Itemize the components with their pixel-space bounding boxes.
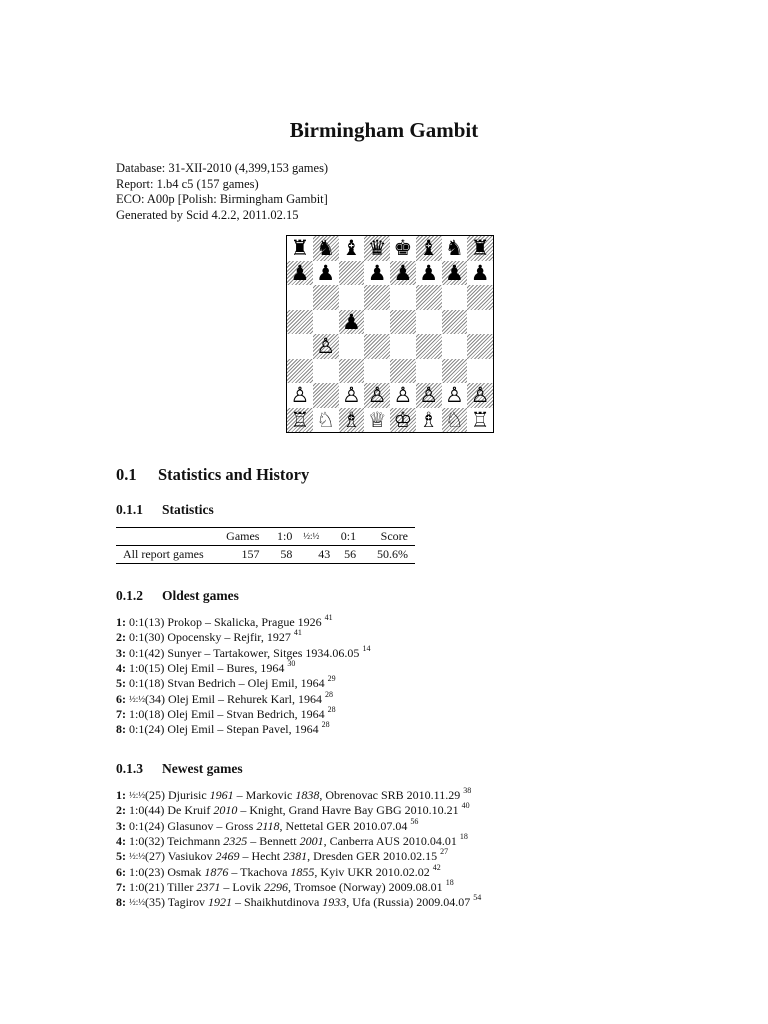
board-square — [416, 310, 442, 335]
game-number: 6: — [116, 864, 129, 879]
white-elo: 1961 — [209, 788, 234, 802]
white-king-icon: ♔ — [393, 407, 413, 432]
board-square — [467, 310, 493, 335]
game-number: 5: — [116, 676, 129, 691]
white-bishop-icon: ♗ — [341, 407, 361, 432]
white-queen-icon: ♕ — [367, 407, 387, 432]
value-black-wins: 56 — [344, 547, 357, 561]
oldest-game-item — [116, 643, 371, 661]
statistics-heading — [116, 502, 214, 518]
newest-game-item — [116, 816, 419, 834]
game-text: 1:0(18) Olej Emil – Stvan Bedrich, 1964 — [129, 706, 325, 721]
header-score: Score — [380, 529, 408, 543]
game-white-player: (25) Djurisic — [145, 788, 210, 802]
game-event: , Canberra AUS 2010.04.01 — [323, 833, 457, 848]
black-pawn-icon: ♟ — [419, 260, 439, 285]
statistics-header-row — [116, 528, 415, 546]
newest-game-item — [116, 788, 471, 804]
game-number: 1: — [116, 615, 129, 629]
game-white-player: 1:0(21) Tiller — [129, 879, 197, 894]
statistics-title: Statistics — [162, 502, 214, 517]
game-text: 0:1(30) Opocensky – Rejfir, 1927 — [129, 630, 291, 645]
white-pawn-icon: ♙ — [470, 383, 490, 407]
game-result-draw: ½:½ — [129, 851, 146, 862]
board-square — [313, 310, 339, 335]
white-pawn-icon: ♙ — [316, 334, 336, 358]
board-square — [442, 310, 468, 335]
black-rook-icon: ♜ — [470, 236, 490, 260]
board-square — [467, 359, 493, 384]
game-result-draw: ½:½ — [129, 897, 146, 908]
oldest-title: Oldest games — [162, 588, 239, 603]
document-title: Birmingham Gambit — [289, 118, 479, 142]
black-elo: 1855 — [290, 864, 315, 879]
game-number: 8: — [116, 722, 129, 737]
game-number: 4: — [116, 660, 129, 675]
game-black-player: , Nettetal GER 2010.07.04 — [279, 818, 408, 833]
game-text: 0:1(18) Stvan Bedrich – Olej Emil, 1964 — [129, 676, 325, 691]
header-white-wins: 1:0 — [277, 529, 293, 543]
game-white-player: (27) Vasiukov — [145, 849, 216, 864]
white-rook-icon: ♖ — [290, 407, 310, 432]
oldest-number: 0.1.2 — [116, 588, 143, 603]
metadata-database: Database: 31-XII-2010 (4,399,153 games) — [116, 161, 329, 175]
white-elo: 2118 — [256, 818, 280, 833]
game-number: 2: — [116, 803, 129, 818]
black-king-icon: ♚ — [393, 236, 413, 260]
white-pawn-icon: ♙ — [393, 383, 413, 407]
black-elo: 2381 — [283, 849, 308, 864]
board-square — [390, 285, 416, 310]
statistics-number: 0.1.1 — [116, 502, 143, 517]
statistics-table-wrap — [116, 527, 415, 564]
game-white-player: 1:0(32) Teichmann — [129, 833, 224, 848]
newest-heading — [116, 761, 243, 777]
black-pawn-icon: ♟ — [470, 260, 490, 285]
game-move-count: 28 — [327, 704, 336, 714]
header-draws-text: ½:½ — [303, 531, 320, 541]
game-event: , Obrenovac SRB 2010.11.29 — [319, 788, 461, 802]
board-square — [339, 261, 365, 286]
oldest-game-item — [116, 689, 333, 708]
game-text: (34) Olej Emil – Rehurek Karl, 1964 — [145, 691, 322, 706]
game-number: 7: — [116, 879, 129, 894]
oldest-game-item — [116, 704, 336, 722]
board-square — [442, 285, 468, 310]
board-square — [313, 383, 339, 408]
board-square — [416, 359, 442, 384]
game-number: 3: — [116, 818, 129, 833]
white-pawn-icon: ♙ — [290, 383, 310, 407]
game-black-player: – Shaikhutdinova — [231, 895, 323, 910]
white-knight-icon: ♘ — [444, 407, 464, 432]
game-number: 2: — [116, 630, 129, 645]
white-pawn-icon: ♙ — [419, 383, 439, 407]
newest-game-item — [116, 831, 468, 849]
game-move-count: 38 — [463, 786, 472, 795]
game-number: 8: — [116, 895, 129, 910]
game-move-count: 28 — [324, 689, 333, 699]
section-heading — [116, 465, 309, 485]
black-knight-icon: ♞ — [316, 236, 336, 260]
game-move-count: 56 — [410, 816, 419, 826]
oldest-heading — [116, 588, 239, 604]
game-move-count: 54 — [473, 893, 482, 903]
black-pawn-icon: ♟ — [316, 260, 336, 285]
game-white-player: (35) Tagirov — [145, 895, 208, 910]
game-move-count: 41 — [324, 613, 333, 622]
black-pawn-icon: ♟ — [367, 260, 387, 285]
board-square — [390, 359, 416, 384]
black-pawn-icon: ♟ — [444, 260, 464, 285]
game-black-player: – Knight, Grand Havre Bay GBG 2010.10.21 — [237, 803, 459, 818]
oldest-game-item — [116, 676, 336, 691]
game-black-player: – Tkachova — [228, 864, 291, 879]
white-elo: 2325 — [223, 833, 248, 848]
newest-game-item — [116, 862, 441, 880]
game-move-count: 14 — [362, 643, 371, 653]
white-pawn-icon: ♙ — [341, 383, 361, 407]
oldest-game-item — [116, 658, 296, 676]
header-games: Games — [226, 529, 260, 543]
value-score: 50.6% — [377, 547, 408, 561]
game-event: , Tromsoe (Norway) 2009.08.01 — [288, 879, 443, 894]
chess-board — [286, 235, 494, 433]
white-rook-icon: ♖ — [470, 407, 490, 432]
game-move-count: 30 — [287, 658, 296, 668]
game-move-count: 40 — [461, 801, 470, 811]
game-event: , Kyiv UKR 2010.02.02 — [314, 864, 430, 879]
game-number: 5: — [116, 849, 129, 864]
black-elo: 2296 — [264, 879, 289, 894]
value-draws: 43 — [318, 547, 331, 561]
board-square — [467, 334, 493, 359]
board-square — [364, 359, 390, 384]
board-square — [339, 334, 365, 359]
game-result-draw: ½:½ — [129, 790, 146, 800]
game-black-player: – Bennett — [247, 833, 300, 848]
black-pawn-icon: ♟ — [341, 309, 361, 334]
game-text: 0:1(13) Prokop – Skalicka, Prague 1926 — [129, 615, 322, 629]
game-move-count: 29 — [327, 674, 336, 684]
statistics-table — [116, 528, 415, 564]
game-event: , Ufa (Russia) 2009.04.07 — [346, 895, 471, 910]
game-number: 7: — [116, 706, 129, 721]
header-black-wins: 0:1 — [340, 529, 357, 543]
metadata-report: Report: 1.b4 c5 (157 games) — [116, 176, 259, 191]
game-black-player: – Markovic — [233, 788, 296, 802]
board-square — [442, 334, 468, 359]
black-knight-icon: ♞ — [444, 236, 464, 260]
game-text: 0:1(24) Olej Emil – Stepan Pavel, 1964 — [129, 722, 319, 737]
board-square — [390, 310, 416, 335]
game-event: , Dresden GER 2010.02.15 — [307, 849, 438, 864]
section-number: 0.1 — [116, 465, 137, 484]
white-elo: 2371 — [196, 879, 221, 894]
game-black-player: – Lovik — [220, 879, 265, 894]
game-white-player: 1:0(23) Osmak — [129, 864, 205, 879]
game-white-player: 0:1(24) Glasunov – Gross — [129, 818, 257, 833]
oldest-game-item — [116, 722, 330, 737]
black-rook-icon: ♜ — [290, 236, 310, 260]
black-pawn-icon: ♟ — [393, 260, 413, 285]
black-queen-icon: ♛ — [367, 236, 387, 260]
board-square — [287, 310, 313, 335]
board-square — [313, 359, 339, 384]
board-square — [364, 285, 390, 310]
newest-number: 0.1.3 — [116, 761, 143, 776]
game-move-count: 18 — [445, 877, 454, 887]
black-bishop-icon: ♝ — [341, 236, 361, 260]
game-move-count: 18 — [459, 831, 468, 841]
statistics-data-row — [116, 546, 415, 564]
black-elo: 2001 — [299, 833, 324, 848]
game-number: 6: — [116, 691, 129, 706]
game-number: 1: — [116, 788, 129, 802]
black-pawn-icon: ♟ — [290, 260, 310, 285]
board-square — [442, 359, 468, 384]
game-move-count: 41 — [293, 628, 302, 638]
game-move-count: 27 — [440, 847, 449, 857]
board-square — [313, 285, 339, 310]
metadata-generator: Generated by Scid 4.2.2, 2011.02.15 — [116, 207, 299, 222]
white-elo: 1876 — [204, 864, 229, 879]
value-white-wins: 58 — [280, 547, 293, 561]
section-title: Statistics and History — [158, 465, 310, 484]
game-text: 0:1(42) Sunyer – Tartakower, Sitges 1934.06.05 — [129, 645, 360, 660]
newest-game-item — [116, 877, 454, 895]
value-games: 157 — [241, 547, 260, 561]
white-knight-icon: ♘ — [316, 407, 336, 432]
white-elo: 2010 — [213, 803, 238, 818]
board-square — [416, 334, 442, 359]
white-elo: 2469 — [215, 849, 240, 864]
white-pawn-icon: ♙ — [367, 383, 387, 407]
board-square — [287, 334, 313, 359]
newest-game-item — [116, 895, 481, 911]
newest-game-item — [116, 849, 448, 865]
metadata-eco: ECO: A00p [Polish: Birmingham Gambit] — [116, 192, 328, 206]
game-text: 1:0(15) Olej Emil – Bures, 1964 — [129, 660, 285, 675]
board-square — [339, 359, 365, 384]
white-elo: 1921 — [207, 895, 232, 910]
game-black-player: – Hecht — [239, 849, 284, 864]
game-result-draw: ½:½ — [129, 693, 146, 704]
white-bishop-icon: ♗ — [419, 407, 439, 432]
board-square — [287, 285, 313, 310]
board-square — [416, 285, 442, 310]
game-move-count: 28 — [321, 720, 330, 730]
game-white-player: 1:0(44) De Kruif — [129, 803, 214, 818]
game-number: 3: — [116, 645, 129, 660]
newest-title: Newest games — [162, 761, 243, 776]
black-elo: 1838 — [295, 788, 320, 802]
black-bishop-icon: ♝ — [419, 236, 439, 260]
black-elo: 1933 — [322, 895, 347, 910]
game-number: 4: — [116, 833, 129, 848]
board-square — [390, 334, 416, 359]
board-square — [364, 310, 390, 335]
game-move-count: 42 — [432, 862, 441, 872]
board-square — [364, 334, 390, 359]
board-square — [287, 359, 313, 384]
board-square — [467, 285, 493, 310]
header-draws — [292, 528, 330, 546]
row-label: All report games — [123, 547, 204, 561]
oldest-game-item — [116, 630, 302, 645]
white-pawn-icon: ♙ — [444, 383, 464, 407]
board-square — [339, 285, 365, 310]
